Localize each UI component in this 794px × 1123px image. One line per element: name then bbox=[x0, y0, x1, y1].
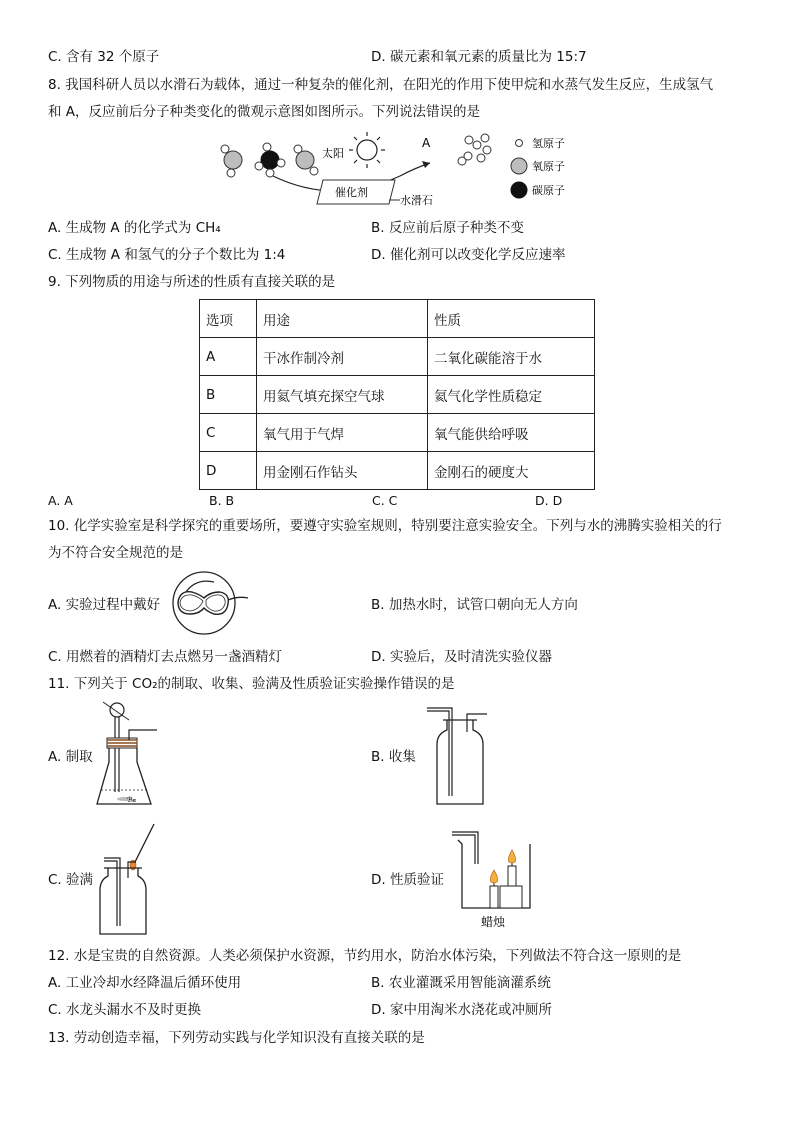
q10-option-a: A. 实验过程中戴好 bbox=[48, 597, 161, 613]
gas-generation-flask-figure bbox=[95, 700, 165, 812]
legend bbox=[511, 136, 565, 198]
table-header-cell: 选项 bbox=[200, 300, 257, 338]
q8-reaction-diagram bbox=[215, 128, 585, 218]
table-row bbox=[200, 338, 595, 376]
support-label: 水滑石 bbox=[400, 194, 433, 207]
table-cell: 用氦气填充探空气球 bbox=[257, 376, 428, 414]
q9-answer-a: A. A bbox=[48, 493, 73, 508]
hydrogen-molecules-icon bbox=[458, 134, 491, 165]
table-row bbox=[200, 452, 595, 490]
q11-stem: 11. 下列关于 CO₂的制取、收集、验满及性质验证实验操作错误的是 bbox=[48, 676, 455, 692]
water-molecule-icon bbox=[294, 145, 318, 175]
q12-option-d: D. 家中用淘米水浇花或冲厕所 bbox=[371, 1002, 552, 1018]
gas-collecting-bottle-figure bbox=[425, 700, 495, 806]
table-cell: 金刚石的硬度大 bbox=[428, 452, 595, 490]
legend-carbon: 碳原子 bbox=[532, 184, 565, 197]
q8-option-a: A. 生成物 A 的化学式为 CH₄ bbox=[48, 220, 221, 236]
q12-option-a: A. 工业冷却水经降温后循环使用 bbox=[48, 975, 242, 991]
q7-option-d: D. 碳元素和氧元素的质量比为 15:7 bbox=[371, 49, 587, 65]
methane-molecule-icon bbox=[255, 143, 285, 177]
table-cell: 二氧化碳能溶于水 bbox=[428, 338, 595, 376]
q8-option-c: C. 生成物 A 和氢气的分子个数比为 1:4 bbox=[48, 247, 286, 263]
table-header-cell: 用途 bbox=[257, 300, 428, 338]
q9-answer-c: C. C bbox=[372, 493, 398, 508]
water-molecule-icon bbox=[221, 145, 242, 177]
q10-stem-line1: 10. 化学实验室是科学探究的重要场所，要遵守实验室规则，特别要注意实验安全。下列与水的沸腾实验相关的行 bbox=[48, 518, 722, 534]
q10-stem-line2: 为不符合安全规范的是 bbox=[48, 545, 183, 561]
q8-option-d: D. 催化剂可以改变化学反应速率 bbox=[371, 247, 566, 263]
q12-option-b: B. 农业灌溉采用智能滴灌系统 bbox=[371, 975, 551, 991]
table-cell: 氦气化学性质稳定 bbox=[428, 376, 595, 414]
table-row bbox=[200, 414, 595, 452]
q9-answer-d: D. D bbox=[535, 493, 563, 508]
q9-stem: 9. 下列物质的用途与所述的性质有直接关联的是 bbox=[48, 274, 336, 290]
q12-option-c: C. 水龙头漏水不及时更换 bbox=[48, 1002, 202, 1018]
q9-answer-b: B. B bbox=[209, 493, 235, 508]
table-row bbox=[200, 376, 595, 414]
q8-stem-line2: 和 A，反应前后分子种类变化的微观示意图如图所示。下列说法错误的是 bbox=[48, 104, 481, 120]
q8-stem-line1: 8. 我国科研人员以水滑石为载体，通过一种复杂的催化剂，在阳光的作用下使甲烷和水蒸气发生反应，生成氢气 bbox=[48, 77, 714, 93]
catalyst-label: 催化剂 bbox=[335, 186, 368, 199]
candle-label: 蜡烛 bbox=[481, 915, 506, 929]
gas-full-test-figure bbox=[96, 822, 162, 938]
q8-option-b: B. 反应前后原子种类不变 bbox=[371, 220, 524, 236]
q10-option-c: C. 用燃着的酒精灯去点燃另一盏酒精灯 bbox=[48, 649, 283, 665]
table-cell: D bbox=[200, 452, 257, 490]
table-cell: 用金刚石作钻头 bbox=[257, 452, 428, 490]
sun-label: 太阳 bbox=[322, 147, 344, 160]
q11-option-c: C. 验满 bbox=[48, 872, 94, 888]
candle-beaker-figure bbox=[448, 826, 538, 932]
table-header-row bbox=[200, 300, 595, 338]
legend-hydrogen: 氢原子 bbox=[532, 137, 565, 150]
table-cell: 氧气能供给呼吸 bbox=[428, 414, 595, 452]
table-cell: B bbox=[200, 376, 257, 414]
q11-option-d: D. 性质验证 bbox=[371, 872, 444, 888]
table-cell: C bbox=[200, 414, 257, 452]
product-label: A bbox=[422, 136, 431, 150]
q13-stem: 13. 劳动创造幸福，下列劳动实践与化学知识没有直接关联的是 bbox=[48, 1030, 425, 1046]
table-cell: A bbox=[200, 338, 257, 376]
sun-icon bbox=[349, 132, 385, 168]
table-header-cell: 性质 bbox=[428, 300, 595, 338]
table-cell: 干冰作制冷剂 bbox=[257, 338, 428, 376]
safety-goggles-icon bbox=[166, 570, 250, 636]
q10-option-d: D. 实验后，及时清洗实验仪器 bbox=[371, 649, 552, 665]
q10-option-b: B. 加热水时，试管口朝向无人方向 bbox=[371, 597, 578, 613]
legend-oxygen: 氧原子 bbox=[532, 160, 565, 173]
q7-option-c: C. 含有 32 个原子 bbox=[48, 49, 160, 65]
q11-option-a: A. 制取 bbox=[48, 749, 93, 765]
table-cell: 氧气用于气焊 bbox=[257, 414, 428, 452]
q9-table bbox=[199, 299, 595, 490]
solid-reagent-mark: ℬ𝒶 bbox=[127, 796, 137, 804]
q11-option-b: B. 收集 bbox=[371, 749, 416, 765]
q12-stem: 12. 水是宝贵的自然资源。人类必须保护水资源，节约用水，防治水体污染，下列做法不符合这一原则的是 bbox=[48, 948, 682, 964]
